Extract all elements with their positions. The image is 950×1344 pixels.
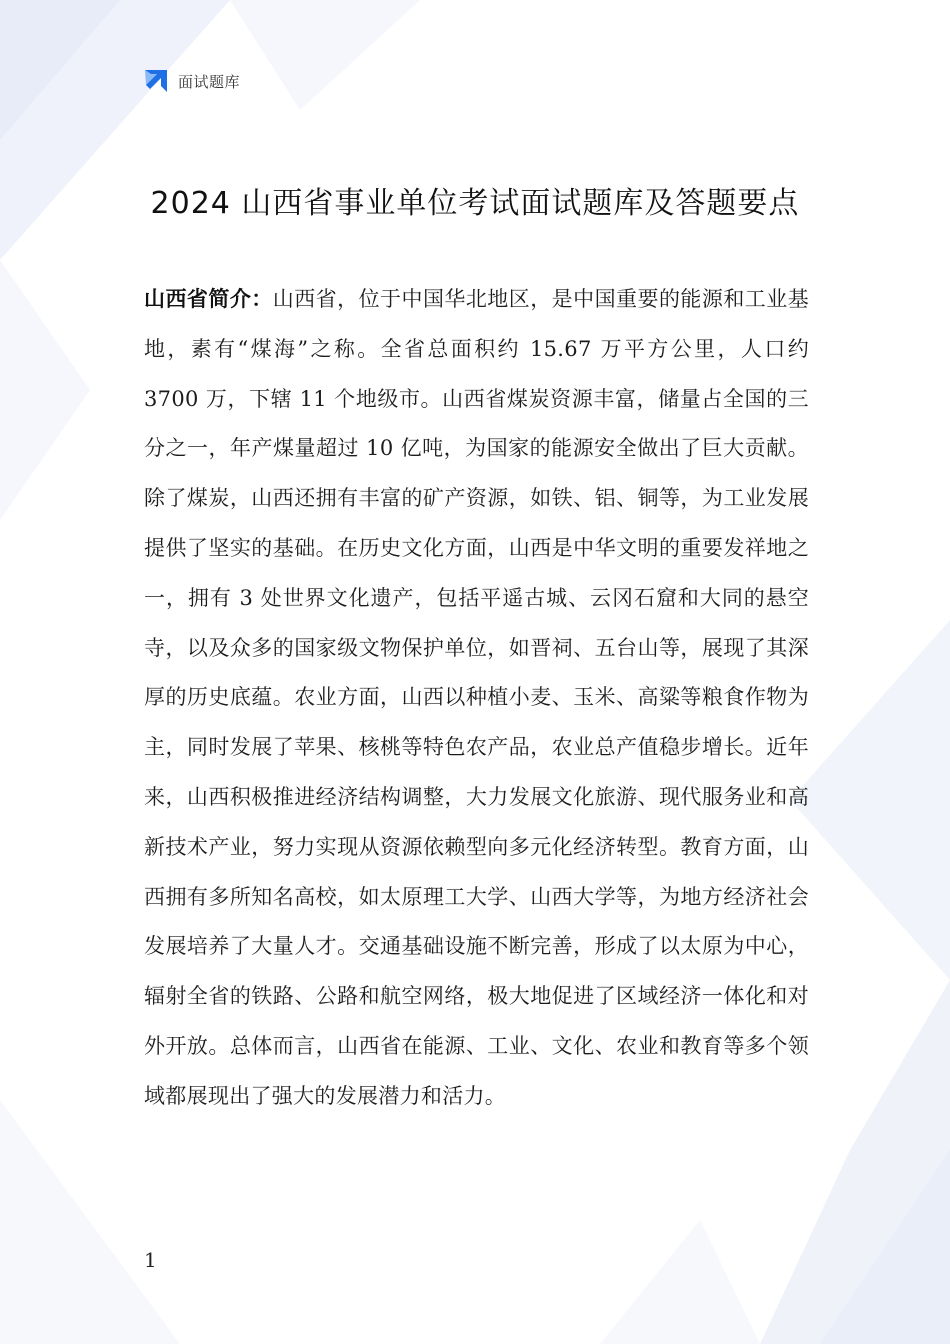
intro-text: 山西省，位于中国华北地区，是中国重要的能源和工业基地，素有“煤海”之称。全省总面积约 15.67 万平方公里，人口约 3700 万，下辖 11 个地级市。山西省煤炭资源丰富，储量占全国的三分之一，年产煤量超过 10 亿吨，为国家的能源安全做出了巨大贡献。除了煤炭，山西还拥有丰富的矿产资源，如铁、铝、铜等，为工业发展提供了坚实的基础。在历史文化方面，山西是中华文明的重要发祥地之一，拥有 3 处世界文化遗产，包括平遥古城、云冈石窟和大同的悬空寺，以及众多的国家级文物保护单位，如晋祠、五台山等，展现了其深厚的历史底蕴。农业方面，山西以种植小麦、玉米、高粱等粮食作物为主，同时发展了苹果、核桃等特色农产品，农业总产值稳步增长。近年来，山西积极推进经济结构调整，大力发展文化旅游、现代服务业和高新技术产业，努力实现从资源依赖型向多元化经济转型。教育方面，山西拥有多所知名高校，如太原理工大学、山西大学等，为地方经济社会发展培养了大量人才。交通基础设施不断完善，形成了以太原为中心，辐射全省的铁路、公路和航空网络，极大地促进了区域经济一体化和对外开放。总体而言，山西省在能源、工业、文化、农业和教育等多个领域都展现出了强大的发展潜力和活力。 bbox=[144, 287, 809, 1108]
document-title: 2024 山西省事业单位考试面试题库及答题要点 bbox=[150, 186, 800, 221]
page-number: 1 bbox=[144, 1248, 157, 1272]
brand-name: 面试题库 bbox=[178, 72, 241, 91]
header bbox=[142, 66, 240, 96]
arrow-up-right-icon bbox=[142, 67, 170, 95]
intro-label: 山西省简介： bbox=[144, 287, 273, 311]
intro-paragraph bbox=[144, 275, 809, 1122]
